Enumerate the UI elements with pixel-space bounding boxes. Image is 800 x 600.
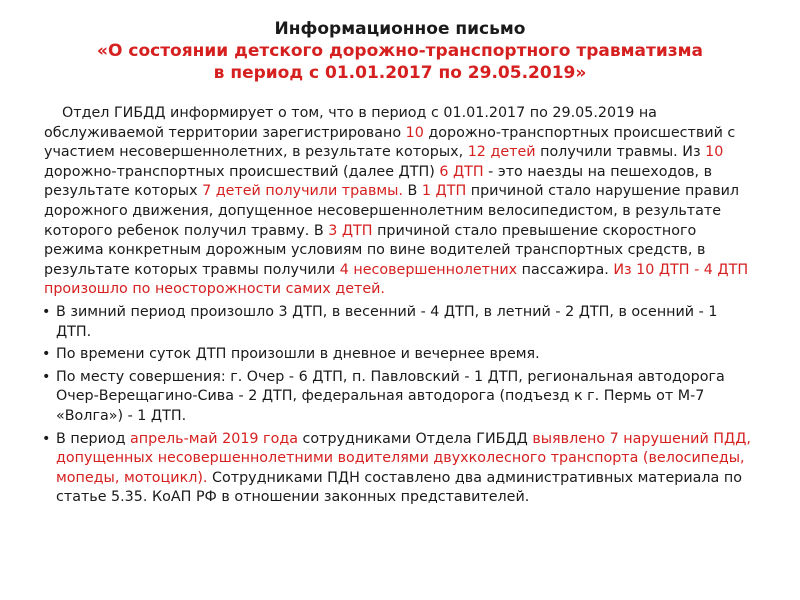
text-segment: В (403, 183, 422, 200)
bullet-dot-icon: • (42, 430, 51, 447)
highlighted-text: 3 ДТП (328, 222, 373, 239)
text-segment: пассажира. (517, 261, 614, 278)
highlighted-text: 1 ДТП (421, 183, 467, 200)
bullet-dot-icon: • (42, 368, 51, 385)
highlighted-text: 10 (405, 124, 424, 141)
highlighted-text: выявлено 7 нарушений ПДД, допущенных несовершеннолетними водителями двухколесного транспорта (велосипеды, мопеды, мотоцикл). (56, 430, 751, 486)
highlighted-text: апрель-май 2019 года (130, 430, 298, 447)
text-segment: дорожно-транспортных происшествий с участием несовершеннолетних, в результате которых, (44, 124, 736, 161)
bullet-list (44, 303, 754, 508)
title-line-2: «О состоянии детского дорожно-транспортного травматизма (97, 41, 703, 61)
highlighted-text: Из 10 ДТП - 4 ДТП произошло по неосторожности самих детей. (44, 261, 749, 298)
bullet-item (44, 430, 754, 508)
bullet-dot-icon: • (42, 346, 51, 363)
text-segment: причиной стало превышение скоростного режима конкретным дорожным условиям по вине водителей транспортных средств, в результате которых травмы получили (44, 222, 706, 278)
text-segment: сотрудниками Отдела ГИБДД (297, 430, 533, 447)
text-segment: Сотрудниками ПДН составлено два административных материала по статье 5.35. КоАП РФ в отношении законных представителей. (56, 469, 742, 506)
text-segment: В период (56, 430, 131, 447)
text-segment: В зимний период произошло 3 ДТП, в весенний - 4 ДТП, в летний - 2 ДТП, в осенний - 1 ДТП. (56, 303, 718, 340)
text-segment: причиной стало нарушение правил дорожного движения, допущенное несовершеннолетним велосипедистом, в результате которого ребенок получил травму. В (44, 183, 740, 239)
title-line-1: Информационное письмо (274, 19, 526, 39)
highlighted-text: 12 детей (467, 144, 536, 161)
main-paragraph (44, 104, 754, 300)
text-segment: дорожно-транспортных происшествий (далее ДТП) (44, 163, 440, 180)
title-line-3: в период с 01.01.2017 по 29.05.2019» (213, 63, 587, 83)
text-segment: Отдел ГИБДД информирует о том, что в период с 01.01.2017 по 29.05.2019 на обслуживаемой территории зарегистрировано (44, 105, 657, 141)
highlighted-text: 4 несовершеннолетних (339, 261, 518, 278)
bullet-item (44, 368, 754, 427)
text-segment: По месту совершения: г. Очер - 6 ДТП, п. Павловский - 1 ДТП, региональная автодорога Очер-Верещагино-Сива - 2 ДТП, федеральная автодорога (подъезд к г. Пермь от М-7 «Волга») - 1 ДТП. (56, 368, 725, 424)
highlighted-text: 7 детей получили травмы. (202, 183, 403, 200)
bullet-item (44, 303, 754, 342)
text-segment: По времени суток ДТП произошли в дневное и вечернее время. (56, 346, 540, 363)
bullet-dot-icon: • (42, 303, 51, 320)
text-segment: - это наезды на пешеходов, в результате которых (44, 163, 713, 200)
highlighted-text: 6 ДТП (439, 163, 484, 180)
title-block (40, 18, 760, 84)
text-segment: получили травмы. Из (535, 144, 706, 161)
body-text (44, 104, 754, 508)
highlighted-text: 10 (705, 144, 724, 161)
bullet-item (44, 345, 754, 365)
